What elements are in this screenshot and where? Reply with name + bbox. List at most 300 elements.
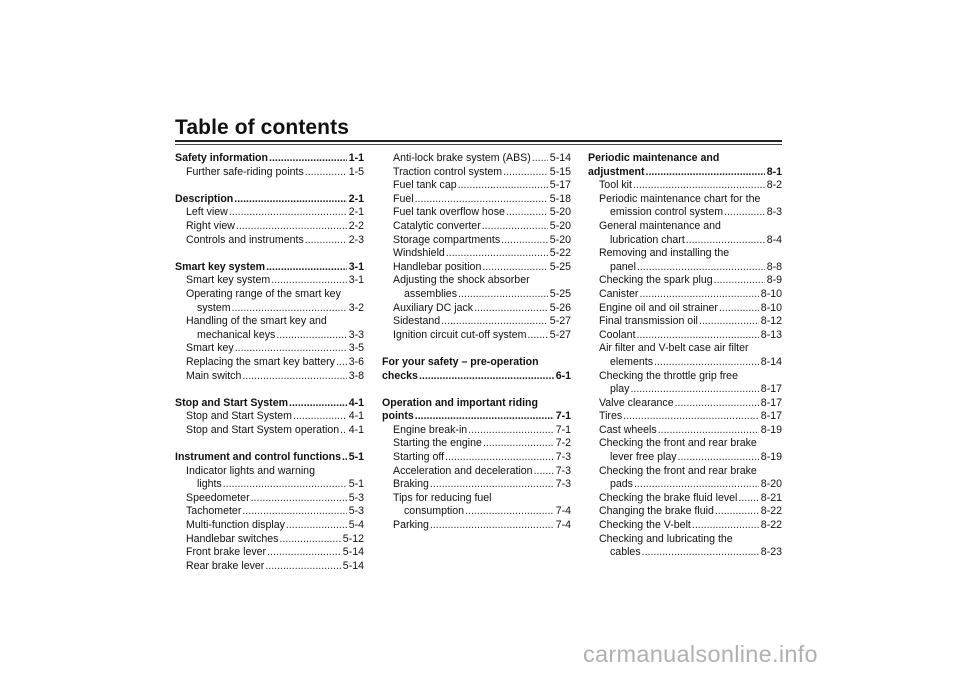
toc-entry-title: Catalytic converter [393, 219, 481, 232]
toc-entry[interactable] [175, 519, 364, 533]
toc-page-number: 8-1 [766, 165, 782, 178]
toc-entry-title: Controls and instruments [186, 233, 304, 246]
toc-entry[interactable] [382, 437, 571, 451]
dot-leader [458, 288, 548, 302]
toc-page-number: 3-5 [348, 342, 364, 355]
toc-page-number: 8-10 [760, 301, 782, 314]
dot-leader [474, 302, 548, 316]
toc-entry[interactable] [382, 206, 571, 220]
toc-entry-title: elements [610, 355, 653, 368]
toc-page-number: 5-3 [348, 505, 364, 518]
toc-entry-title: Fuel tank cap [393, 179, 457, 192]
toc-chapter-entry[interactable] [382, 410, 571, 424]
toc-page-number: 5-25 [549, 260, 571, 273]
toc-entry-title: system [197, 301, 231, 314]
dot-leader [633, 179, 765, 193]
toc-entry[interactable] [175, 560, 364, 574]
toc-chapter-entry[interactable] [588, 166, 782, 180]
toc-entry-title: Right view [186, 219, 235, 232]
toc-chapter-entry [588, 152, 782, 166]
toc-page-number: 5-14 [342, 546, 364, 559]
toc-page-number: 7-1 [555, 423, 571, 436]
toc-entry[interactable] [175, 533, 364, 547]
toc-chapter-entry[interactable] [175, 451, 364, 465]
toc-entry[interactable] [175, 329, 364, 343]
toc-entry[interactable] [588, 274, 782, 288]
dot-leader [229, 206, 347, 220]
toc-entry-title: Acceleration and deceleration [393, 464, 533, 477]
toc-entry[interactable] [382, 261, 571, 275]
toc-page-number: 5-20 [549, 233, 571, 246]
toc-page-number: 5-12 [342, 532, 364, 545]
toc-entry-title: lubrication chart [610, 233, 685, 246]
dot-leader [445, 451, 554, 465]
toc-entry[interactable] [175, 166, 364, 180]
dot-leader [235, 342, 347, 356]
toc-entry[interactable] [382, 166, 571, 180]
toc-entry-title: checks [382, 369, 418, 382]
toc-entry[interactable] [588, 383, 782, 397]
toc-entry[interactable] [588, 424, 782, 438]
dot-leader [267, 546, 341, 560]
toc-entry[interactable] [382, 505, 571, 519]
toc-entry-title: Tires [599, 410, 623, 423]
toc-entry[interactable] [175, 424, 364, 438]
toc-page-number: 8-3 [766, 206, 782, 219]
dot-leader [234, 193, 346, 207]
toc-page-number: 8-10 [760, 287, 782, 300]
toc-entry-title: assemblies [404, 287, 457, 300]
toc-chapter-entry[interactable] [175, 193, 364, 207]
toc-page-number: 5-14 [549, 152, 571, 164]
toc-page-number: 2-1 [348, 206, 364, 219]
dot-leader [242, 370, 346, 384]
toc-chapter-entry[interactable] [382, 370, 571, 384]
toc-page-number: 1-5 [348, 165, 364, 178]
toc-entry[interactable] [588, 519, 782, 533]
toc-page-number: 5-20 [549, 206, 571, 219]
dot-leader [714, 274, 765, 288]
dot-leader [501, 234, 548, 248]
toc-page-number: 8-23 [760, 546, 782, 559]
toc-page-number: 5-22 [549, 247, 571, 260]
dot-leader [430, 519, 554, 533]
toc-entry-title: Stop and Start System [186, 410, 292, 423]
toc-page-number: 8-20 [760, 478, 782, 491]
toc-page-number: 2-3 [348, 233, 364, 246]
toc-page-number: 5-27 [549, 328, 571, 341]
dot-leader [654, 356, 759, 370]
toc-entry-title: Tachometer [186, 505, 242, 518]
toc-entry[interactable] [588, 288, 782, 302]
toc-entry-title: Windshield [393, 247, 445, 260]
toc-entry-title: Checking the front and rear brake [599, 437, 757, 450]
toc-entry[interactable] [588, 179, 782, 193]
toc-entry [588, 193, 782, 207]
toc-entry-title: Safety information [175, 152, 269, 164]
toc-entry-title: Handling of the smart key and [186, 315, 327, 328]
toc-entry[interactable] [175, 370, 364, 384]
toc-page-number: 5-26 [549, 301, 571, 314]
toc-entry-title: Checking the spark plug [599, 274, 713, 287]
toc-entry[interactable] [588, 261, 782, 275]
toc-entry-title: Checking the throttle grip free [599, 369, 738, 382]
dot-leader [642, 546, 759, 560]
toc-page-number: 5-4 [348, 519, 364, 532]
toc-entry-title: Smart key system [175, 260, 266, 273]
toc-page-number: 3-1 [348, 274, 364, 287]
dot-leader [719, 302, 759, 316]
toc-entry-title: Valve clearance [599, 396, 674, 409]
toc-entry-title: Canister [599, 287, 639, 300]
page-title: Table of contents [175, 116, 349, 139]
dot-leader [630, 383, 758, 397]
toc-entry[interactable] [588, 329, 782, 343]
toc-entry-title: Operating range of the smart key [186, 287, 341, 300]
toc-page-number: 5-14 [342, 559, 364, 572]
toc-page-number: 7-4 [555, 519, 571, 532]
toc-entry-title: Engine break-in [393, 423, 468, 436]
toc-column-3 [588, 152, 782, 560]
toc-chapter-entry[interactable] [175, 152, 364, 166]
dot-leader [266, 261, 347, 275]
toc-chapter-entry [382, 356, 571, 370]
toc-page-number: 3-1 [348, 260, 364, 273]
dot-leader [675, 397, 759, 411]
dot-leader [646, 166, 765, 180]
toc-page-number: 3-6 [348, 355, 364, 368]
toc-entry-title: Removing and installing the [599, 247, 730, 260]
toc-entry-title: Storage compartments [393, 233, 501, 246]
toc-entry-title: Smart key [186, 342, 234, 355]
dot-leader [639, 288, 758, 302]
toc-entry-title: Instrument and control functions [175, 451, 341, 464]
toc-entry [588, 342, 782, 356]
toc-entry-title: Further safe-riding points [186, 165, 304, 178]
toc-entry [588, 533, 782, 547]
toc-page-number: 8-13 [760, 328, 782, 341]
dot-leader [527, 329, 547, 343]
toc-page-number: 8-2 [766, 179, 782, 192]
toc-entry[interactable] [175, 220, 364, 234]
toc-entry[interactable] [382, 288, 571, 302]
toc-entry-title: Stop and Start System operation [186, 423, 340, 436]
toc-page-number: 8-19 [760, 423, 782, 436]
toc-entry-title: play [610, 383, 630, 396]
toc-entry-title: Multi-function display [186, 519, 285, 532]
toc-entry[interactable] [588, 546, 782, 560]
dot-leader [305, 166, 347, 180]
dot-leader [441, 315, 548, 329]
toc-entry-title: Rear brake lever [186, 559, 265, 572]
section-spacer [175, 437, 364, 451]
toc-entry-title: Coolant [599, 328, 636, 341]
dot-leader [634, 478, 759, 492]
toc-entry [382, 492, 571, 506]
dot-leader [623, 410, 759, 424]
dot-leader [446, 247, 548, 261]
dot-leader [468, 424, 553, 438]
toc-entry-title: cables [610, 546, 641, 559]
toc-entry[interactable] [382, 302, 571, 316]
toc-entry[interactable] [382, 465, 571, 479]
toc-entry-title: Periodic maintenance and [588, 152, 720, 164]
toc-entry-title: Engine oil and oil strainer [599, 301, 718, 314]
toc-chapter-entry [382, 397, 571, 411]
toc-entry-title: Stop and Start System [175, 396, 289, 409]
dot-leader [430, 478, 554, 492]
toc-column-1 [175, 152, 364, 573]
toc-page-number: 8-12 [760, 315, 782, 328]
toc-page-number: 2-2 [348, 219, 364, 232]
toc-entry-title: Left view [186, 206, 228, 219]
toc-page-number: 5-27 [549, 315, 571, 328]
toc-entry[interactable] [588, 451, 782, 465]
toc-entry[interactable] [382, 247, 571, 261]
dot-leader [482, 261, 547, 275]
toc-entry-title: Auxiliary DC jack [393, 301, 474, 314]
toc-entry[interactable] [588, 206, 782, 220]
toc-entry-title: emission control system [610, 206, 724, 219]
toc-entry-title: Indicator lights and warning [186, 464, 315, 477]
dot-leader [289, 397, 347, 411]
toc-page-number: 8-17 [760, 383, 782, 396]
toc-entry[interactable] [382, 179, 571, 193]
toc-page-number: 5-1 [348, 451, 364, 464]
toc-page-number: 7-1 [555, 410, 571, 423]
dot-leader [738, 492, 758, 506]
dot-leader [458, 179, 548, 193]
toc-entry-title: Checking the brake fluid level [599, 491, 738, 504]
toc-entry-title: points [382, 410, 414, 423]
toc-page-number: 5-18 [549, 192, 571, 205]
toc-entry-title: Checking and lubricating the [599, 532, 733, 545]
toc-entry[interactable] [588, 234, 782, 248]
toc-entry [588, 370, 782, 384]
toc-entry-title: Periodic maintenance chart for the [599, 192, 761, 205]
title-underline [175, 140, 782, 142]
toc-entry-title: lights [197, 478, 222, 491]
dot-leader [342, 451, 347, 465]
dot-leader [482, 220, 548, 234]
toc-page-number: 7-2 [555, 437, 571, 450]
toc-entry-title: Replacing the smart key battery [186, 355, 335, 368]
toc-page-number: 5-1 [348, 478, 364, 491]
toc-entry-title: Speedometer [186, 491, 250, 504]
toc-entry-title: Changing the brake fluid [599, 505, 714, 518]
toc-entry[interactable] [588, 492, 782, 506]
dot-leader [532, 152, 548, 166]
toc-entry[interactable] [175, 206, 364, 220]
toc-page-number: 8-19 [760, 451, 782, 464]
toc-entry-title: Handlebar switches [186, 532, 279, 545]
section-spacer [175, 179, 364, 193]
dot-leader [251, 492, 347, 506]
toc-entry[interactable] [175, 342, 364, 356]
toc-entry-title: For your safety – pre-operation [382, 355, 539, 368]
toc-entry[interactable] [382, 329, 571, 343]
toc-entry-title: Sidestand [393, 315, 441, 328]
dot-leader [724, 206, 765, 220]
toc-entry-title: consumption [404, 505, 465, 518]
toc-page-number: 8-4 [766, 233, 782, 246]
toc-entry[interactable] [175, 302, 364, 316]
toc-page-number: 6-1 [555, 369, 571, 382]
dot-leader [637, 329, 759, 343]
toc-entry-title: panel [610, 260, 636, 273]
toc-entry[interactable] [588, 397, 782, 411]
toc-entry[interactable] [588, 410, 782, 424]
toc-entry[interactable] [588, 356, 782, 370]
toc-page-number: 8-14 [760, 355, 782, 368]
dot-leader [658, 424, 759, 438]
toc-entry-title: Handlebar position [393, 260, 482, 273]
dot-leader [242, 505, 346, 519]
toc-entry-title: Checking the V-belt [599, 519, 691, 532]
toc-entry-title: lever free play [610, 451, 677, 464]
section-spacer [382, 383, 571, 397]
toc-page-number: 3-3 [348, 328, 364, 341]
dot-leader [415, 410, 554, 424]
dot-leader [483, 437, 554, 451]
toc-entry[interactable] [382, 478, 571, 492]
toc-entry [175, 288, 364, 302]
toc-entry-title: Starting the engine [393, 437, 482, 450]
toc-page-number: 3-2 [348, 301, 364, 314]
dot-leader [715, 505, 759, 519]
toc-entry-title: Smart key system [186, 274, 271, 287]
toc-page-number: 5-20 [549, 219, 571, 232]
toc-entry[interactable] [382, 193, 571, 207]
toc-page-number: 8-22 [760, 519, 782, 532]
toc-entry-title: pads [610, 478, 633, 491]
dot-leader [686, 234, 765, 248]
toc-entry[interactable] [382, 519, 571, 533]
dot-leader [269, 152, 347, 166]
toc-entry-title: Braking [393, 478, 429, 491]
dot-leader [419, 370, 554, 384]
toc-page-number: 5-15 [549, 165, 571, 178]
toc-entry[interactable] [588, 302, 782, 316]
dot-leader [699, 315, 759, 329]
toc-entry [588, 220, 782, 234]
toc-page-number: 1-1 [348, 152, 364, 164]
toc-page-number: 8-17 [760, 410, 782, 423]
toc-entry [175, 465, 364, 479]
dot-leader [678, 451, 759, 465]
dot-leader [534, 465, 554, 479]
dot-leader [265, 560, 340, 574]
toc-page-number: 2-1 [348, 192, 364, 205]
dot-leader [465, 505, 554, 519]
dot-leader [503, 166, 548, 180]
toc-entry[interactable] [382, 234, 571, 248]
toc-entry-title: Adjusting the shock absorber [393, 274, 530, 287]
toc-entry [588, 247, 782, 261]
toc-entry-title: Fuel tank overflow hose [393, 206, 505, 219]
dot-leader [232, 302, 347, 316]
toc-page-number: 8-8 [766, 260, 782, 273]
toc-entry[interactable] [382, 220, 571, 234]
toc-entry-title: Air filter and V-belt case air filter [599, 342, 749, 355]
toc-entry[interactable] [175, 492, 364, 506]
dot-leader [223, 478, 347, 492]
toc-page-number: 4-1 [348, 410, 364, 423]
dot-leader [336, 356, 347, 370]
dot-leader [305, 234, 347, 248]
toc-entry[interactable] [175, 410, 364, 424]
dot-leader [692, 519, 759, 533]
toc-page-number: 7-4 [555, 505, 571, 518]
toc-entry-title: mechanical keys [197, 328, 276, 341]
dot-leader [506, 206, 548, 220]
toc-entry-title: Fuel [393, 192, 414, 205]
toc-entry-title: Cast wheels [599, 423, 657, 436]
toc-entry-title: Operation and important riding [382, 396, 538, 409]
toc-page-number: 4-1 [348, 423, 364, 436]
toc-entry-title: Front brake lever [186, 546, 267, 559]
toc-entry [382, 274, 571, 288]
toc-entry[interactable] [175, 505, 364, 519]
toc-chapter-entry[interactable] [175, 261, 364, 275]
toc-entry[interactable] [588, 478, 782, 492]
toc-entry[interactable] [175, 478, 364, 492]
toc-page-number: 7-3 [555, 451, 571, 464]
toc-entry-title: Main switch [186, 369, 242, 382]
dot-leader [415, 193, 548, 207]
toc-entry-title: Parking [393, 519, 429, 532]
toc-page-number: 4-1 [348, 396, 364, 409]
toc-entry[interactable] [588, 315, 782, 329]
toc-page-number: 7-3 [555, 478, 571, 491]
toc-entry[interactable] [382, 451, 571, 465]
toc-entry-title: Starting off [393, 451, 445, 464]
toc-entry-title: Traction control system [393, 165, 503, 178]
toc-entry-title: adjustment [588, 165, 645, 178]
dot-leader [279, 533, 340, 547]
toc-page-number: 3-8 [348, 369, 364, 382]
dot-leader [293, 410, 347, 424]
toc-entry[interactable] [175, 234, 364, 248]
toc-entry[interactable] [382, 424, 571, 438]
toc-entry[interactable] [588, 505, 782, 519]
toc-page-number: 8-22 [760, 505, 782, 518]
dot-leader [340, 424, 347, 438]
section-spacer [175, 247, 364, 261]
toc-entry[interactable] [175, 356, 364, 370]
toc-entry [588, 465, 782, 479]
toc-entry [588, 437, 782, 451]
toc-page-number: 5-3 [348, 491, 364, 504]
toc-entry[interactable] [175, 274, 364, 288]
dot-leader [286, 519, 347, 533]
toc-entry[interactable] [175, 546, 364, 560]
toc-page-number: 5-17 [549, 179, 571, 192]
toc-chapter-entry[interactable] [175, 397, 364, 411]
toc-entry-title: Description [175, 192, 234, 205]
section-spacer [175, 383, 364, 397]
toc-entry-title: Final transmission oil [599, 315, 698, 328]
dot-leader [276, 329, 346, 343]
dot-leader [236, 220, 347, 234]
toc-entry-title: Ignition circuit cut-off system [393, 328, 527, 341]
toc-page-number: 8-21 [760, 491, 782, 504]
toc-entry[interactable] [382, 315, 571, 329]
dot-leader [637, 261, 765, 275]
toc-entry[interactable] [382, 152, 571, 166]
toc-entry-title: Tips for reducing fuel [393, 491, 492, 504]
toc-page-number: 7-3 [555, 464, 571, 477]
